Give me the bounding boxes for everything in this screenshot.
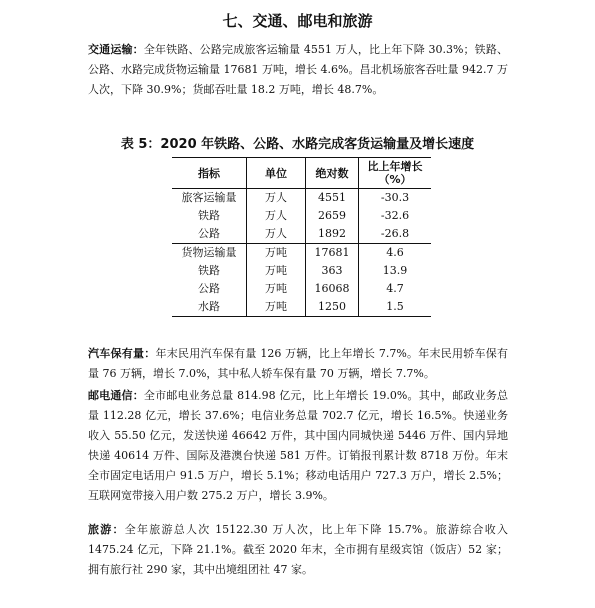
table-header-growth-text: 比上年增长 （%） <box>367 160 423 186</box>
cell-growth: 4.6 <box>359 244 432 263</box>
cell-unit: 万人 <box>247 189 306 208</box>
vehicles-lead: 汽车保有量： <box>88 347 156 360</box>
cell-growth: 4.7 <box>359 280 432 298</box>
cell-indicator: 铁路 <box>198 209 220 222</box>
table-row <box>172 244 431 263</box>
table-row <box>172 262 431 280</box>
cell-value: 17681 <box>306 244 359 263</box>
table-header-unit: 单位 <box>247 158 306 189</box>
table-row <box>172 207 431 225</box>
cell-value: 4551 <box>306 189 359 208</box>
cell-growth: -30.3 <box>359 189 432 208</box>
tourism-paragraph <box>88 520 508 580</box>
table-header-value: 绝对数 <box>306 158 359 189</box>
table-header-growth <box>359 158 432 189</box>
cell-growth: -26.8 <box>359 225 432 244</box>
cell-indicator: 公路 <box>198 227 220 240</box>
cell-unit: 万人 <box>247 207 306 225</box>
cell-value: 2659 <box>306 207 359 225</box>
cell-growth: 1.5 <box>359 298 432 317</box>
table-header-indicator: 指标 <box>172 158 247 189</box>
cell-value: 363 <box>306 262 359 280</box>
cell-unit: 万吨 <box>247 262 306 280</box>
table-row <box>172 298 431 317</box>
transport-body: 全年铁路、公路完成旅客运输量 4551 万人，比上年下降 30.3%；铁路、公路、水路完成货物运输量 17681 万吨，增长 4.6%。昌北机场旅客吞吐量 942.7 万人次，下降 30.9%；货邮吞吐量 18.2 万吨，增长 48.7%。 <box>88 43 508 96</box>
cell-unit: 万吨 <box>247 244 306 263</box>
cell-indicator: 货物运输量 <box>172 244 247 263</box>
post-body: 全市邮电业务总量 814.98 亿元，比上年增长 19.0%。其中，邮政业务总量 112.28 亿元，增长 37.6%；电信业务总量 702.7 亿元，增长 16.5%。快递业务收入 55.50 亿元，发送快递 46642 万件，其中国内同城快递 5446 万件、国内异地快递 40614 万件、国际及港澳台快递 581 万件。订销报刊累计数 8718 万份。年末全市固定电话用户 91.5 万户，增长 5.1%；移动电话用户 727.3 万户，增长 2.5%；互联网宽带接入用户数 275.2 万户，增长 3.9%。 <box>88 389 509 502</box>
cell-indicator: 水路 <box>198 300 220 313</box>
transport-lead: 交通运输： <box>88 43 144 56</box>
table-row <box>172 280 431 298</box>
section-title: 七、交通、邮电和旅游 <box>222 12 373 30</box>
transport-paragraph <box>88 40 508 100</box>
cell-indicator: 公路 <box>198 282 220 295</box>
cell-unit: 万吨 <box>247 298 306 317</box>
cell-indicator: 旅客运输量 <box>181 191 237 204</box>
post-paragraph <box>88 386 508 506</box>
cell-unit: 万吨 <box>247 280 306 298</box>
post-lead: 邮电通信： <box>88 389 144 402</box>
table-header-row <box>172 158 431 189</box>
cell-value: 1250 <box>306 298 359 317</box>
cell-value: 16068 <box>306 280 359 298</box>
table-title: 表 5：2020 年铁路、公路、水路完成客货运输量及增长速度 <box>120 137 475 152</box>
tourism-body: 全年旅游总人次 15122.30 万人次，比上年下降 15.7%。旅游综合收入 1475.24 亿元，下降 21.1%。截至 2020 年末，全市拥有星级宾馆（饭店）52 家；拥有旅行社 290 家，其中出境组团社 47 家。 <box>88 523 508 576</box>
table-row <box>172 189 431 208</box>
transport-table <box>172 157 431 317</box>
vehicles-paragraph <box>88 344 508 384</box>
vehicles-body: 年末民用汽车保有量 126 万辆，比上年增长 7.7%。年末民用轿车保有量 76 万辆，增长 7.0%，其中私人轿车保有量 70 万辆，增长 7.7%。 <box>88 347 508 380</box>
cell-value: 1892 <box>306 225 359 244</box>
cell-unit: 万人 <box>247 225 306 244</box>
cell-growth: 13.9 <box>359 262 432 280</box>
cell-indicator: 铁路 <box>198 264 220 277</box>
table-row <box>172 225 431 244</box>
cell-growth: -32.6 <box>359 207 432 225</box>
tourism-lead: 旅游： <box>88 523 125 536</box>
